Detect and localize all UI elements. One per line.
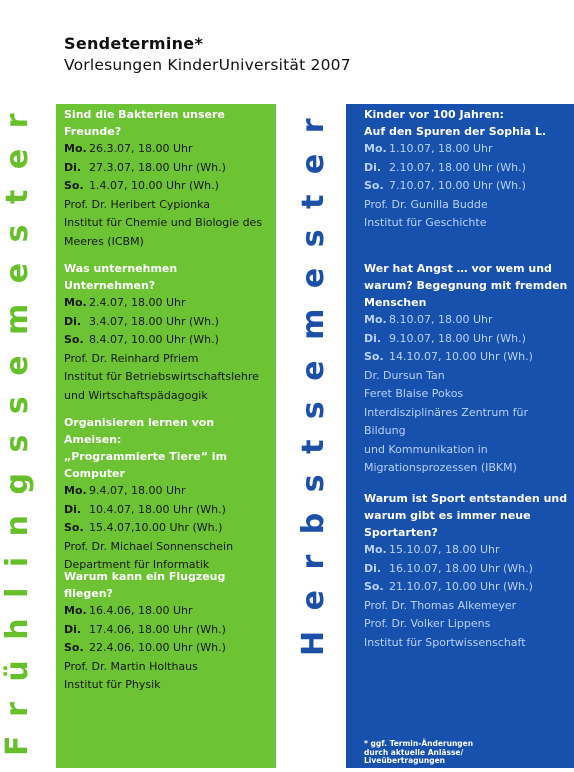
weekday: So. [364, 179, 384, 192]
event-title: warum? Begegnung mit fremden [364, 279, 568, 292]
date-time: 8.10.07, 18.00 Uhr [389, 313, 493, 326]
weekday: Di. [364, 160, 382, 174]
weekday: Di. [64, 314, 82, 328]
broadcast-date-row [64, 519, 272, 538]
speaker-institute-line: und Wirtschaftspädagogik [64, 388, 208, 402]
date-time: 9.10.07, 18.00 Uhr (Wh.) [389, 331, 526, 345]
broadcast-date-row [64, 177, 272, 196]
date-time: 10.4.07, 18.00 Uhr (Wh.) [89, 502, 226, 516]
date-time: 9.4.07, 18.00 Uhr [89, 484, 186, 497]
weekday: So. [364, 580, 384, 593]
event-title: Sind die Bakterien unsere Freunde? [64, 108, 225, 138]
broadcast-date-row [64, 482, 272, 501]
weekday: Di. [64, 160, 82, 174]
event-title: Sportarten? [364, 526, 438, 539]
date-time: 27.3.07, 18.00 Uhr (Wh.) [89, 160, 226, 174]
weekday: Mo. [364, 543, 387, 556]
date-time: 22.4.06, 10.00 Uhr (Wh.) [89, 641, 226, 654]
broadcast-date-row [364, 578, 570, 597]
date-time: 8.4.07, 10.00 Uhr (Wh.) [89, 333, 219, 346]
weekday: Mo. [64, 296, 87, 309]
weekday: So. [364, 350, 384, 363]
speaker-institute-line: Prof. Dr. Volker Lippens [364, 617, 491, 630]
event-title: „Programmierte Tiere“ im Computer [64, 450, 228, 480]
speaker-institute-line: Prof. Dr. Martin Holthaus [64, 659, 198, 673]
weekday: Di. [364, 331, 382, 345]
speaker-institute-line: Institut für Geschichte [364, 216, 487, 229]
weekday: Mo. [64, 484, 87, 497]
date-time: 26.3.07, 18.00 Uhr [89, 142, 193, 155]
weekday: Mo. [364, 142, 387, 155]
spring-event-3 [64, 414, 272, 575]
date-time: 3.4.07, 18.00 Uhr (Wh.) [89, 314, 219, 328]
speaker-institute-line: Dr. Dursun Tan [364, 368, 445, 382]
broadcast-date-row [64, 621, 272, 640]
speaker-institute-line: Department für Informatik [64, 558, 210, 571]
page-subtitle: Vorlesungen KinderUniversität 2007 [64, 56, 351, 74]
weekday: So. [64, 333, 84, 346]
event-title: Kinder vor 100 Jahren: [364, 108, 504, 121]
broadcast-date-row [64, 313, 272, 332]
broadcast-date-row [64, 159, 272, 178]
broadcast-date-row [364, 541, 570, 560]
weekday: So. [64, 521, 84, 534]
speaker-institute-line: Prof. Dr. Gunilla Budde [364, 197, 488, 211]
speaker-institute-line: Migrationsprozessen (IBKM) [364, 461, 517, 474]
speaker-institute-line: Institut für Sportwissenschaft [364, 635, 526, 649]
autumn-event-2 [364, 260, 570, 478]
speaker-institute-line: und Kommunikation in [364, 442, 488, 456]
weekday: So. [64, 179, 84, 192]
date-time: 1.10.07, 18.00 Uhr [389, 142, 493, 155]
footnote-line: durch aktuelle Anlässe/ [364, 747, 464, 757]
event-title: warum gibt es immer neue [364, 509, 531, 522]
speaker-institute-line: Prof. Dr. Heribert Cypionka [64, 197, 211, 211]
speaker-institute-line: Institut für Chemie und Biologie des [64, 216, 263, 229]
broadcast-date-row [64, 140, 272, 159]
spring-event-4 [64, 568, 272, 695]
date-time: 16.4.06, 18.00 Uhr [89, 604, 193, 617]
weekday: Mo. [364, 313, 387, 326]
event-title: Was unternehmen Unternehmen? [64, 262, 178, 292]
speaker-institute-line: Feret Blaise Pokos [364, 387, 464, 400]
footnote [364, 740, 473, 766]
event-title: Wer hat Angst … vor wem und [364, 262, 552, 275]
autumn-semester-label: Herbstsemester [296, 97, 331, 656]
speaker-institute-line: Institut für Betriebswirtschaftslehre [64, 370, 259, 383]
weekday: Di. [64, 502, 82, 516]
event-title: Menschen [364, 296, 427, 309]
date-time: 1.4.07, 10.00 Uhr (Wh.) [89, 179, 219, 192]
date-time: 7.10.07, 10.00 Uhr (Wh.) [389, 179, 526, 192]
autumn-event-1 [364, 106, 570, 233]
page-title: Sendetermine* [64, 34, 204, 53]
speaker-institute-line: Institut für Physik [64, 678, 161, 691]
spring-event-1 [64, 106, 272, 251]
spring-event-2 [64, 260, 272, 405]
broadcast-date-row [64, 294, 272, 313]
broadcast-date-row [364, 560, 570, 579]
speaker-institute-line: Prof. Dr. Reinhard Pfriem [64, 351, 199, 365]
date-time: 21.10.07, 10.00 Uhr (Wh.) [389, 580, 533, 593]
event-title: Warum ist Sport entstanden und [364, 492, 568, 505]
date-time: 15.10.07, 18.00 Uhr [389, 543, 500, 556]
weekday: Mo. [64, 142, 87, 155]
broadcast-date-row [364, 159, 570, 178]
footnote-line: Liveübertragungen [364, 756, 446, 765]
autumn-panel [346, 104, 574, 768]
broadcast-date-row [64, 331, 272, 350]
spring-panel [56, 104, 276, 768]
weekday: Di. [64, 622, 82, 636]
page-header [64, 34, 351, 74]
broadcast-date-row [364, 330, 570, 349]
weekday: So. [64, 641, 84, 654]
date-time: 15.4.07,10.00 Uhr (Wh.) [89, 521, 223, 534]
event-title: Warum kann ein Flugzeug fliegen? [64, 570, 226, 600]
spring-semester-label: Frühlingssemester [0, 93, 35, 756]
date-time: 16.10.07, 18.00 Uhr (Wh.) [389, 561, 533, 575]
event-title: Organisieren lernen von Ameisen: [64, 416, 215, 446]
broadcast-date-row [64, 501, 272, 520]
date-time: 17.4.06, 18.00 Uhr (Wh.) [89, 622, 226, 636]
speaker-institute-line: Prof. Dr. Michael Sonnenschein [64, 539, 234, 553]
broadcast-date-row [364, 177, 570, 196]
weekday: Mo. [64, 604, 87, 617]
broadcast-date-row [364, 311, 570, 330]
broadcast-date-row [364, 348, 570, 367]
date-time: 14.10.07, 10.00 Uhr (Wh.) [389, 350, 533, 363]
speaker-institute-line: Interdisziplinäres Zentrum für Bildung [364, 405, 528, 437]
broadcast-date-row [364, 140, 570, 159]
weekday: Di. [364, 561, 382, 575]
speaker-institute-line: Meeres (ICBM) [64, 234, 144, 248]
date-time: 2.4.07, 18.00 Uhr [89, 296, 186, 309]
broadcast-date-row [64, 602, 272, 621]
broadcast-date-row [64, 639, 272, 658]
speaker-institute-line: Prof. Dr. Thomas Alkemeyer [364, 598, 517, 612]
event-title: Auf den Spuren der Sophia L. [364, 125, 547, 138]
autumn-event-3 [364, 490, 570, 652]
footnote-line: * ggf. Termin-Änderungen [364, 739, 474, 748]
date-time: 2.10.07, 18.00 Uhr (Wh.) [389, 160, 526, 174]
